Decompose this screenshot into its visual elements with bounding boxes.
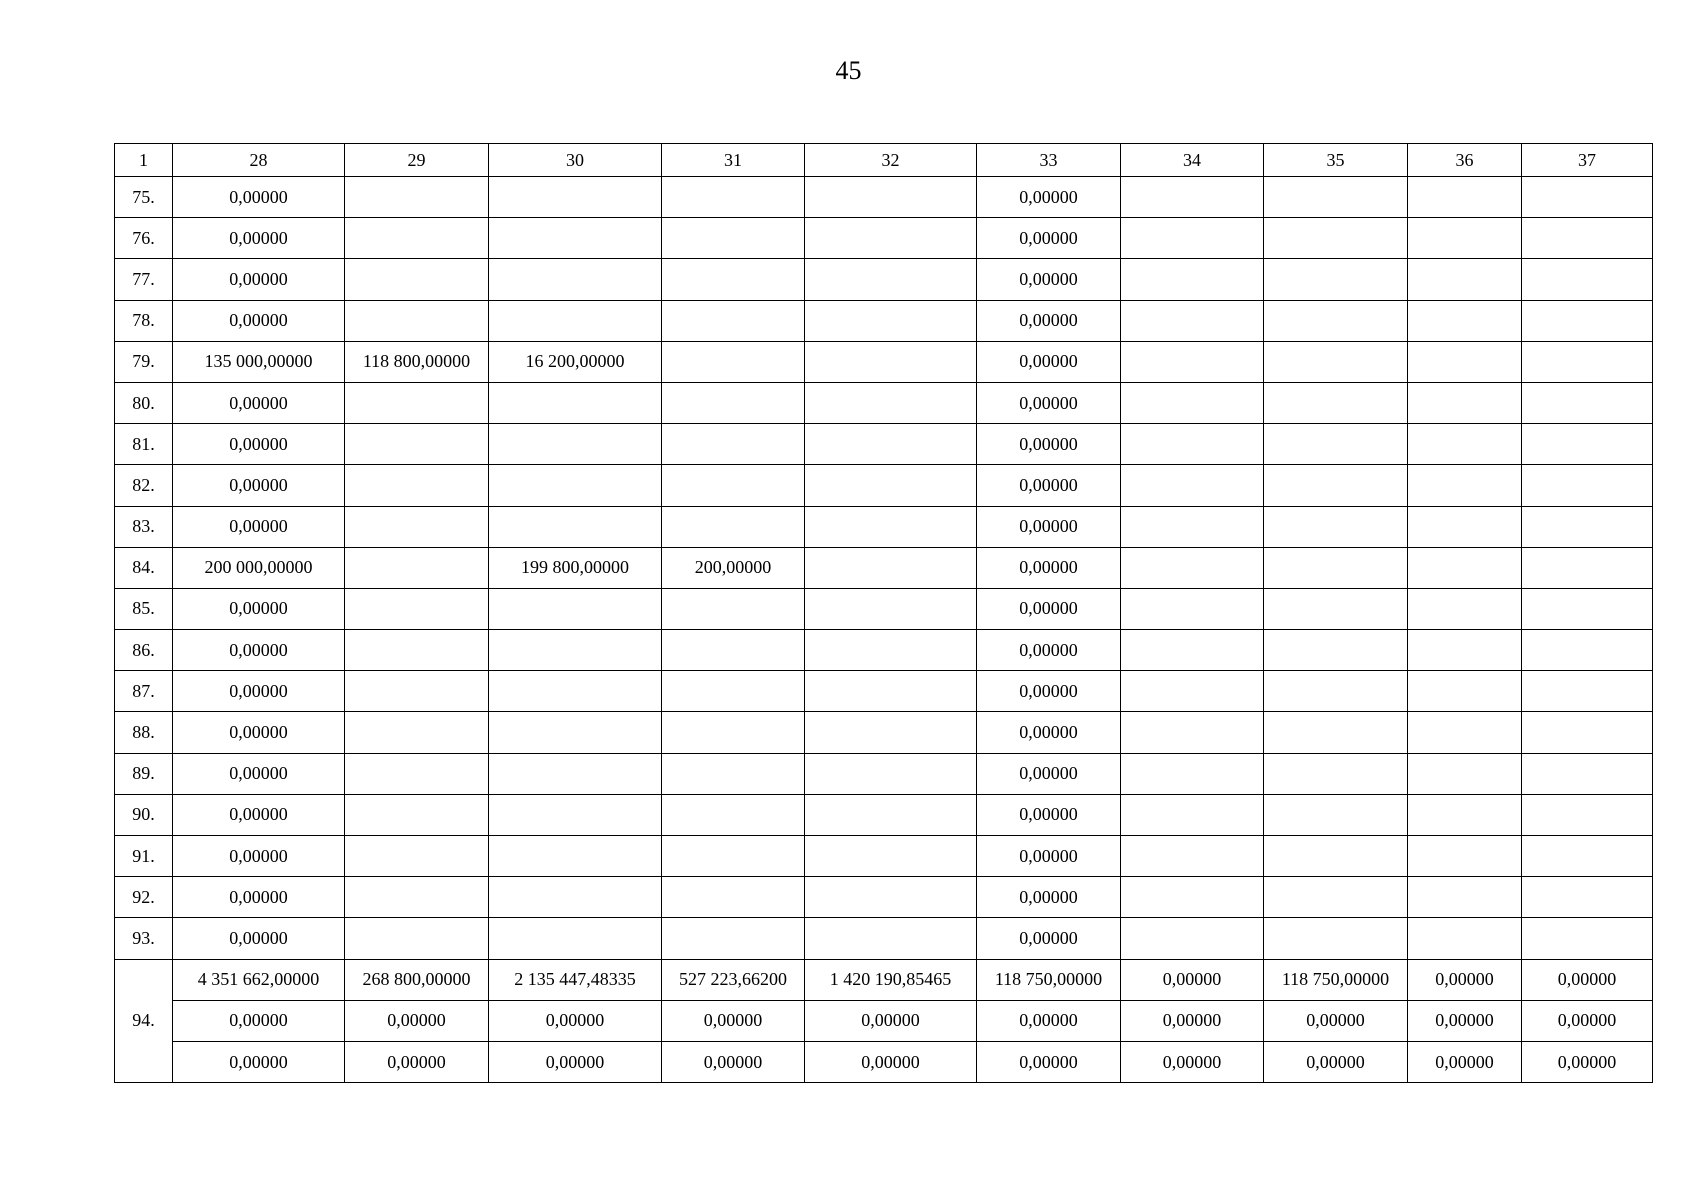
table-cell	[1264, 712, 1408, 753]
table-cell	[1121, 588, 1264, 629]
row-number-cell: 84.	[115, 547, 173, 588]
table-cell	[489, 424, 662, 465]
total-cell: 2 135 447,48335	[489, 959, 662, 1000]
row-number-cell: 83.	[115, 506, 173, 547]
table-cell	[662, 836, 805, 877]
total-cell: 527 223,66200	[662, 959, 805, 1000]
table-row	[115, 300, 1653, 341]
table-cell: 0,00000	[977, 424, 1121, 465]
table-cell	[1121, 836, 1264, 877]
table-cell: 0,00000	[977, 506, 1121, 547]
row-number-cell: 87.	[115, 671, 173, 712]
table-cell	[805, 218, 977, 259]
row-number-cell: 76.	[115, 218, 173, 259]
table-cell	[345, 753, 489, 794]
column-header: 33	[977, 144, 1121, 177]
table-cell	[1522, 300, 1653, 341]
table-cell	[489, 177, 662, 218]
table-row	[115, 836, 1653, 877]
total-cell: 0,00000	[1264, 1000, 1408, 1041]
table-cell: 0,00000	[977, 341, 1121, 382]
table-cell	[805, 918, 977, 959]
column-header: 30	[489, 144, 662, 177]
table-cell	[1264, 424, 1408, 465]
total-cell: 0,00000	[662, 1041, 805, 1082]
table-cell	[1408, 341, 1522, 382]
column-header: 34	[1121, 144, 1264, 177]
table-cell: 0,00000	[977, 712, 1121, 753]
table-cell	[662, 341, 805, 382]
table-cell	[662, 588, 805, 629]
table-cell	[1264, 877, 1408, 918]
table-cell	[662, 918, 805, 959]
total-cell: 0,00000	[1522, 1000, 1653, 1041]
table-cell	[489, 877, 662, 918]
table-cell	[1121, 712, 1264, 753]
table-row	[115, 918, 1653, 959]
table-cell	[1522, 259, 1653, 300]
table-cell	[1522, 382, 1653, 423]
table-cell	[1121, 877, 1264, 918]
table-row	[115, 630, 1653, 671]
table-cell	[489, 712, 662, 753]
table-cell	[1408, 712, 1522, 753]
table-cell	[489, 588, 662, 629]
row-number-cell: 85.	[115, 588, 173, 629]
table-cell	[805, 259, 977, 300]
total-row-number-cell: 94.	[115, 959, 173, 1083]
table-cell	[489, 794, 662, 835]
table-cell	[1408, 753, 1522, 794]
total-cell: 0,00000	[977, 1041, 1121, 1082]
table-cell	[345, 465, 489, 506]
table-cell	[1408, 218, 1522, 259]
page-number: 45	[835, 56, 862, 85]
table-cell: 0,00000	[173, 218, 345, 259]
total-cell: 0,00000	[345, 1000, 489, 1041]
total-cell: 0,00000	[1408, 1000, 1522, 1041]
column-header: 28	[173, 144, 345, 177]
table-cell	[1522, 465, 1653, 506]
table-cell	[1522, 836, 1653, 877]
table-row	[115, 465, 1653, 506]
table-cell	[1522, 918, 1653, 959]
table-cell	[345, 506, 489, 547]
table-cell	[1121, 918, 1264, 959]
table-cell: 200 000,00000	[173, 547, 345, 588]
table-cell: 0,00000	[173, 794, 345, 835]
column-header: 35	[1264, 144, 1408, 177]
total-cell: 118 750,00000	[977, 959, 1121, 1000]
table-cell	[345, 547, 489, 588]
table-cell	[662, 465, 805, 506]
table-cell	[805, 794, 977, 835]
table-cell	[805, 341, 977, 382]
table-row	[115, 671, 1653, 712]
total-cell: 1 420 190,85465	[805, 959, 977, 1000]
row-number-cell: 93.	[115, 918, 173, 959]
table-cell: 135 000,00000	[173, 341, 345, 382]
table-cell: 0,00000	[977, 753, 1121, 794]
table-cell	[345, 630, 489, 671]
table-cell: 0,00000	[173, 918, 345, 959]
table-cell	[1522, 588, 1653, 629]
table-cell	[345, 382, 489, 423]
table-cell	[489, 465, 662, 506]
table-cell: 0,00000	[977, 259, 1121, 300]
column-header: 36	[1408, 144, 1522, 177]
table-cell	[662, 877, 805, 918]
total-cell: 0,00000	[977, 1000, 1121, 1041]
table-cell: 0,00000	[977, 877, 1121, 918]
table-cell	[345, 177, 489, 218]
total-cell: 0,00000	[489, 1000, 662, 1041]
table-cell: 0,00000	[173, 382, 345, 423]
table-cell	[345, 588, 489, 629]
table-cell: 0,00000	[173, 671, 345, 712]
table-cell: 118 800,00000	[345, 341, 489, 382]
table-cell: 0,00000	[977, 300, 1121, 341]
row-number-cell: 92.	[115, 877, 173, 918]
table-cell	[805, 465, 977, 506]
table-cell	[1408, 630, 1522, 671]
table-cell	[805, 424, 977, 465]
row-number-cell: 77.	[115, 259, 173, 300]
table-cell: 0,00000	[977, 177, 1121, 218]
total-cell: 0,00000	[1264, 1041, 1408, 1082]
total-cell: 0,00000	[1522, 959, 1653, 1000]
table-cell	[345, 877, 489, 918]
table-cell	[1408, 259, 1522, 300]
table-cell	[1121, 753, 1264, 794]
table-cell	[1408, 794, 1522, 835]
table-cell	[1522, 877, 1653, 918]
table-cell	[489, 218, 662, 259]
header-row	[115, 144, 1653, 177]
total-cell: 0,00000	[1408, 959, 1522, 1000]
table-cell: 0,00000	[977, 671, 1121, 712]
table-cell	[1408, 836, 1522, 877]
total-cell: 0,00000	[1121, 1000, 1264, 1041]
table-cell: 0,00000	[977, 630, 1121, 671]
table-cell: 0,00000	[173, 424, 345, 465]
table-cell	[345, 712, 489, 753]
table-cell	[805, 506, 977, 547]
table-cell	[1264, 753, 1408, 794]
table-cell	[805, 712, 977, 753]
table-cell	[805, 836, 977, 877]
table-cell	[805, 382, 977, 423]
total-cell: 118 750,00000	[1264, 959, 1408, 1000]
table-cell	[1408, 506, 1522, 547]
table-cell	[1264, 671, 1408, 712]
table-cell	[1408, 300, 1522, 341]
table-cell	[489, 836, 662, 877]
table-cell	[1522, 341, 1653, 382]
table-cell	[1264, 918, 1408, 959]
table-cell	[345, 259, 489, 300]
table-cell	[1121, 424, 1264, 465]
table-cell	[1264, 177, 1408, 218]
table-cell	[1121, 465, 1264, 506]
row-number-cell: 86.	[115, 630, 173, 671]
table-cell: 0,00000	[977, 918, 1121, 959]
table-cell: 0,00000	[977, 218, 1121, 259]
table-row	[115, 424, 1653, 465]
table-cell: 200,00000	[662, 547, 805, 588]
table-cell	[805, 588, 977, 629]
column-header: 32	[805, 144, 977, 177]
table-cell: 0,00000	[173, 877, 345, 918]
table-cell: 0,00000	[977, 465, 1121, 506]
table-cell	[489, 753, 662, 794]
table-cell	[1264, 547, 1408, 588]
table-cell	[1264, 794, 1408, 835]
table-cell	[345, 671, 489, 712]
table-cell	[662, 753, 805, 794]
column-header: 31	[662, 144, 805, 177]
table-cell	[805, 753, 977, 794]
table-cell: 0,00000	[977, 836, 1121, 877]
table-cell	[489, 918, 662, 959]
table-cell	[662, 424, 805, 465]
row-number-cell: 90.	[115, 794, 173, 835]
table-row	[115, 218, 1653, 259]
table-row	[115, 341, 1653, 382]
total-cell: 0,00000	[1408, 1041, 1522, 1082]
table-cell	[489, 300, 662, 341]
table-row	[115, 794, 1653, 835]
table-cell	[662, 218, 805, 259]
data-table	[114, 143, 1653, 1083]
table-cell	[805, 877, 977, 918]
table-cell	[1408, 588, 1522, 629]
table-cell	[1522, 177, 1653, 218]
total-row	[115, 959, 1653, 1000]
table-cell: 0,00000	[977, 794, 1121, 835]
total-cell: 0,00000	[1522, 1041, 1653, 1082]
table-cell	[1408, 382, 1522, 423]
table-cell	[662, 794, 805, 835]
total-cell: 0,00000	[1121, 959, 1264, 1000]
total-row	[115, 1000, 1653, 1041]
table-cell	[1522, 218, 1653, 259]
table-cell	[1121, 547, 1264, 588]
table-cell	[1264, 300, 1408, 341]
table-cell	[1121, 671, 1264, 712]
table-cell	[1264, 506, 1408, 547]
table-cell	[805, 177, 977, 218]
table-cell	[662, 259, 805, 300]
total-cell: 4 351 662,00000	[173, 959, 345, 1000]
table-cell: 0,00000	[173, 300, 345, 341]
table-cell: 0,00000	[173, 753, 345, 794]
table-cell	[662, 712, 805, 753]
table-cell	[345, 794, 489, 835]
table-cell	[662, 671, 805, 712]
table-cell	[1121, 506, 1264, 547]
table-cell	[1121, 341, 1264, 382]
row-number-cell: 88.	[115, 712, 173, 753]
total-cell: 0,00000	[489, 1041, 662, 1082]
table-cell: 0,00000	[173, 465, 345, 506]
table-row	[115, 877, 1653, 918]
table-cell	[662, 630, 805, 671]
table-cell	[489, 506, 662, 547]
row-number-cell: 91.	[115, 836, 173, 877]
table-cell: 16 200,00000	[489, 341, 662, 382]
table-cell	[1408, 465, 1522, 506]
table-cell	[489, 630, 662, 671]
table-row	[115, 259, 1653, 300]
column-header: 29	[345, 144, 489, 177]
table-row	[115, 712, 1653, 753]
table-cell	[489, 259, 662, 300]
table-cell	[345, 424, 489, 465]
total-cell: 0,00000	[173, 1000, 345, 1041]
total-cell: 0,00000	[805, 1000, 977, 1041]
table-cell	[805, 630, 977, 671]
table-cell	[1264, 465, 1408, 506]
table-row	[115, 588, 1653, 629]
table-cell	[662, 177, 805, 218]
table-cell	[1408, 918, 1522, 959]
table-row	[115, 177, 1653, 218]
table-cell	[1522, 712, 1653, 753]
table-cell	[1121, 218, 1264, 259]
row-number-cell: 78.	[115, 300, 173, 341]
total-cell: 0,00000	[662, 1000, 805, 1041]
table-cell	[345, 836, 489, 877]
table-cell: 199 800,00000	[489, 547, 662, 588]
table-cell: 0,00000	[977, 588, 1121, 629]
table-cell	[1121, 382, 1264, 423]
table-cell	[1121, 300, 1264, 341]
table-cell	[1264, 218, 1408, 259]
table-cell	[345, 218, 489, 259]
table-cell: 0,00000	[173, 259, 345, 300]
table-cell	[1264, 259, 1408, 300]
table-cell	[1522, 424, 1653, 465]
table-cell	[662, 382, 805, 423]
table-cell: 0,00000	[173, 630, 345, 671]
table-cell	[1408, 671, 1522, 712]
row-number-cell: 81.	[115, 424, 173, 465]
row-number-cell: 75.	[115, 177, 173, 218]
table-cell	[662, 506, 805, 547]
table-cell	[489, 671, 662, 712]
table-row	[115, 382, 1653, 423]
table-cell: 0,00000	[173, 836, 345, 877]
table-cell	[1264, 341, 1408, 382]
total-row	[115, 1041, 1653, 1082]
row-number-cell: 89.	[115, 753, 173, 794]
column-header: 37	[1522, 144, 1653, 177]
table-row	[115, 506, 1653, 547]
total-cell: 268 800,00000	[345, 959, 489, 1000]
table-cell	[1408, 877, 1522, 918]
table-cell	[1264, 630, 1408, 671]
table-cell: 0,00000	[173, 712, 345, 753]
table-cell: 0,00000	[173, 506, 345, 547]
table-cell	[1408, 547, 1522, 588]
table-cell	[1121, 259, 1264, 300]
table-cell	[1522, 794, 1653, 835]
table-row	[115, 547, 1653, 588]
row-number-cell: 82.	[115, 465, 173, 506]
table-cell	[805, 671, 977, 712]
table-cell: 0,00000	[173, 588, 345, 629]
table-cell	[1522, 630, 1653, 671]
table-cell	[1522, 671, 1653, 712]
table-cell	[662, 300, 805, 341]
total-cell: 0,00000	[805, 1041, 977, 1082]
table-cell	[345, 300, 489, 341]
table-cell	[489, 382, 662, 423]
table-cell	[1522, 753, 1653, 794]
table-cell	[805, 300, 977, 341]
table-row	[115, 753, 1653, 794]
table-cell: 0,00000	[977, 382, 1121, 423]
table-cell	[805, 547, 977, 588]
table-cell	[1522, 506, 1653, 547]
row-number-cell: 79.	[115, 341, 173, 382]
table-cell	[1121, 177, 1264, 218]
column-header: 1	[115, 144, 173, 177]
table-cell: 0,00000	[977, 547, 1121, 588]
total-cell: 0,00000	[173, 1041, 345, 1082]
table-cell	[1408, 177, 1522, 218]
table-cell	[1264, 382, 1408, 423]
table-cell	[1264, 836, 1408, 877]
table-cell	[1264, 588, 1408, 629]
table-cell	[1408, 424, 1522, 465]
table-cell	[1121, 794, 1264, 835]
table-cell: 0,00000	[173, 177, 345, 218]
row-number-cell: 80.	[115, 382, 173, 423]
total-cell: 0,00000	[345, 1041, 489, 1082]
table-cell	[1522, 547, 1653, 588]
table-cell	[345, 918, 489, 959]
total-cell: 0,00000	[1121, 1041, 1264, 1082]
table-cell	[1121, 630, 1264, 671]
